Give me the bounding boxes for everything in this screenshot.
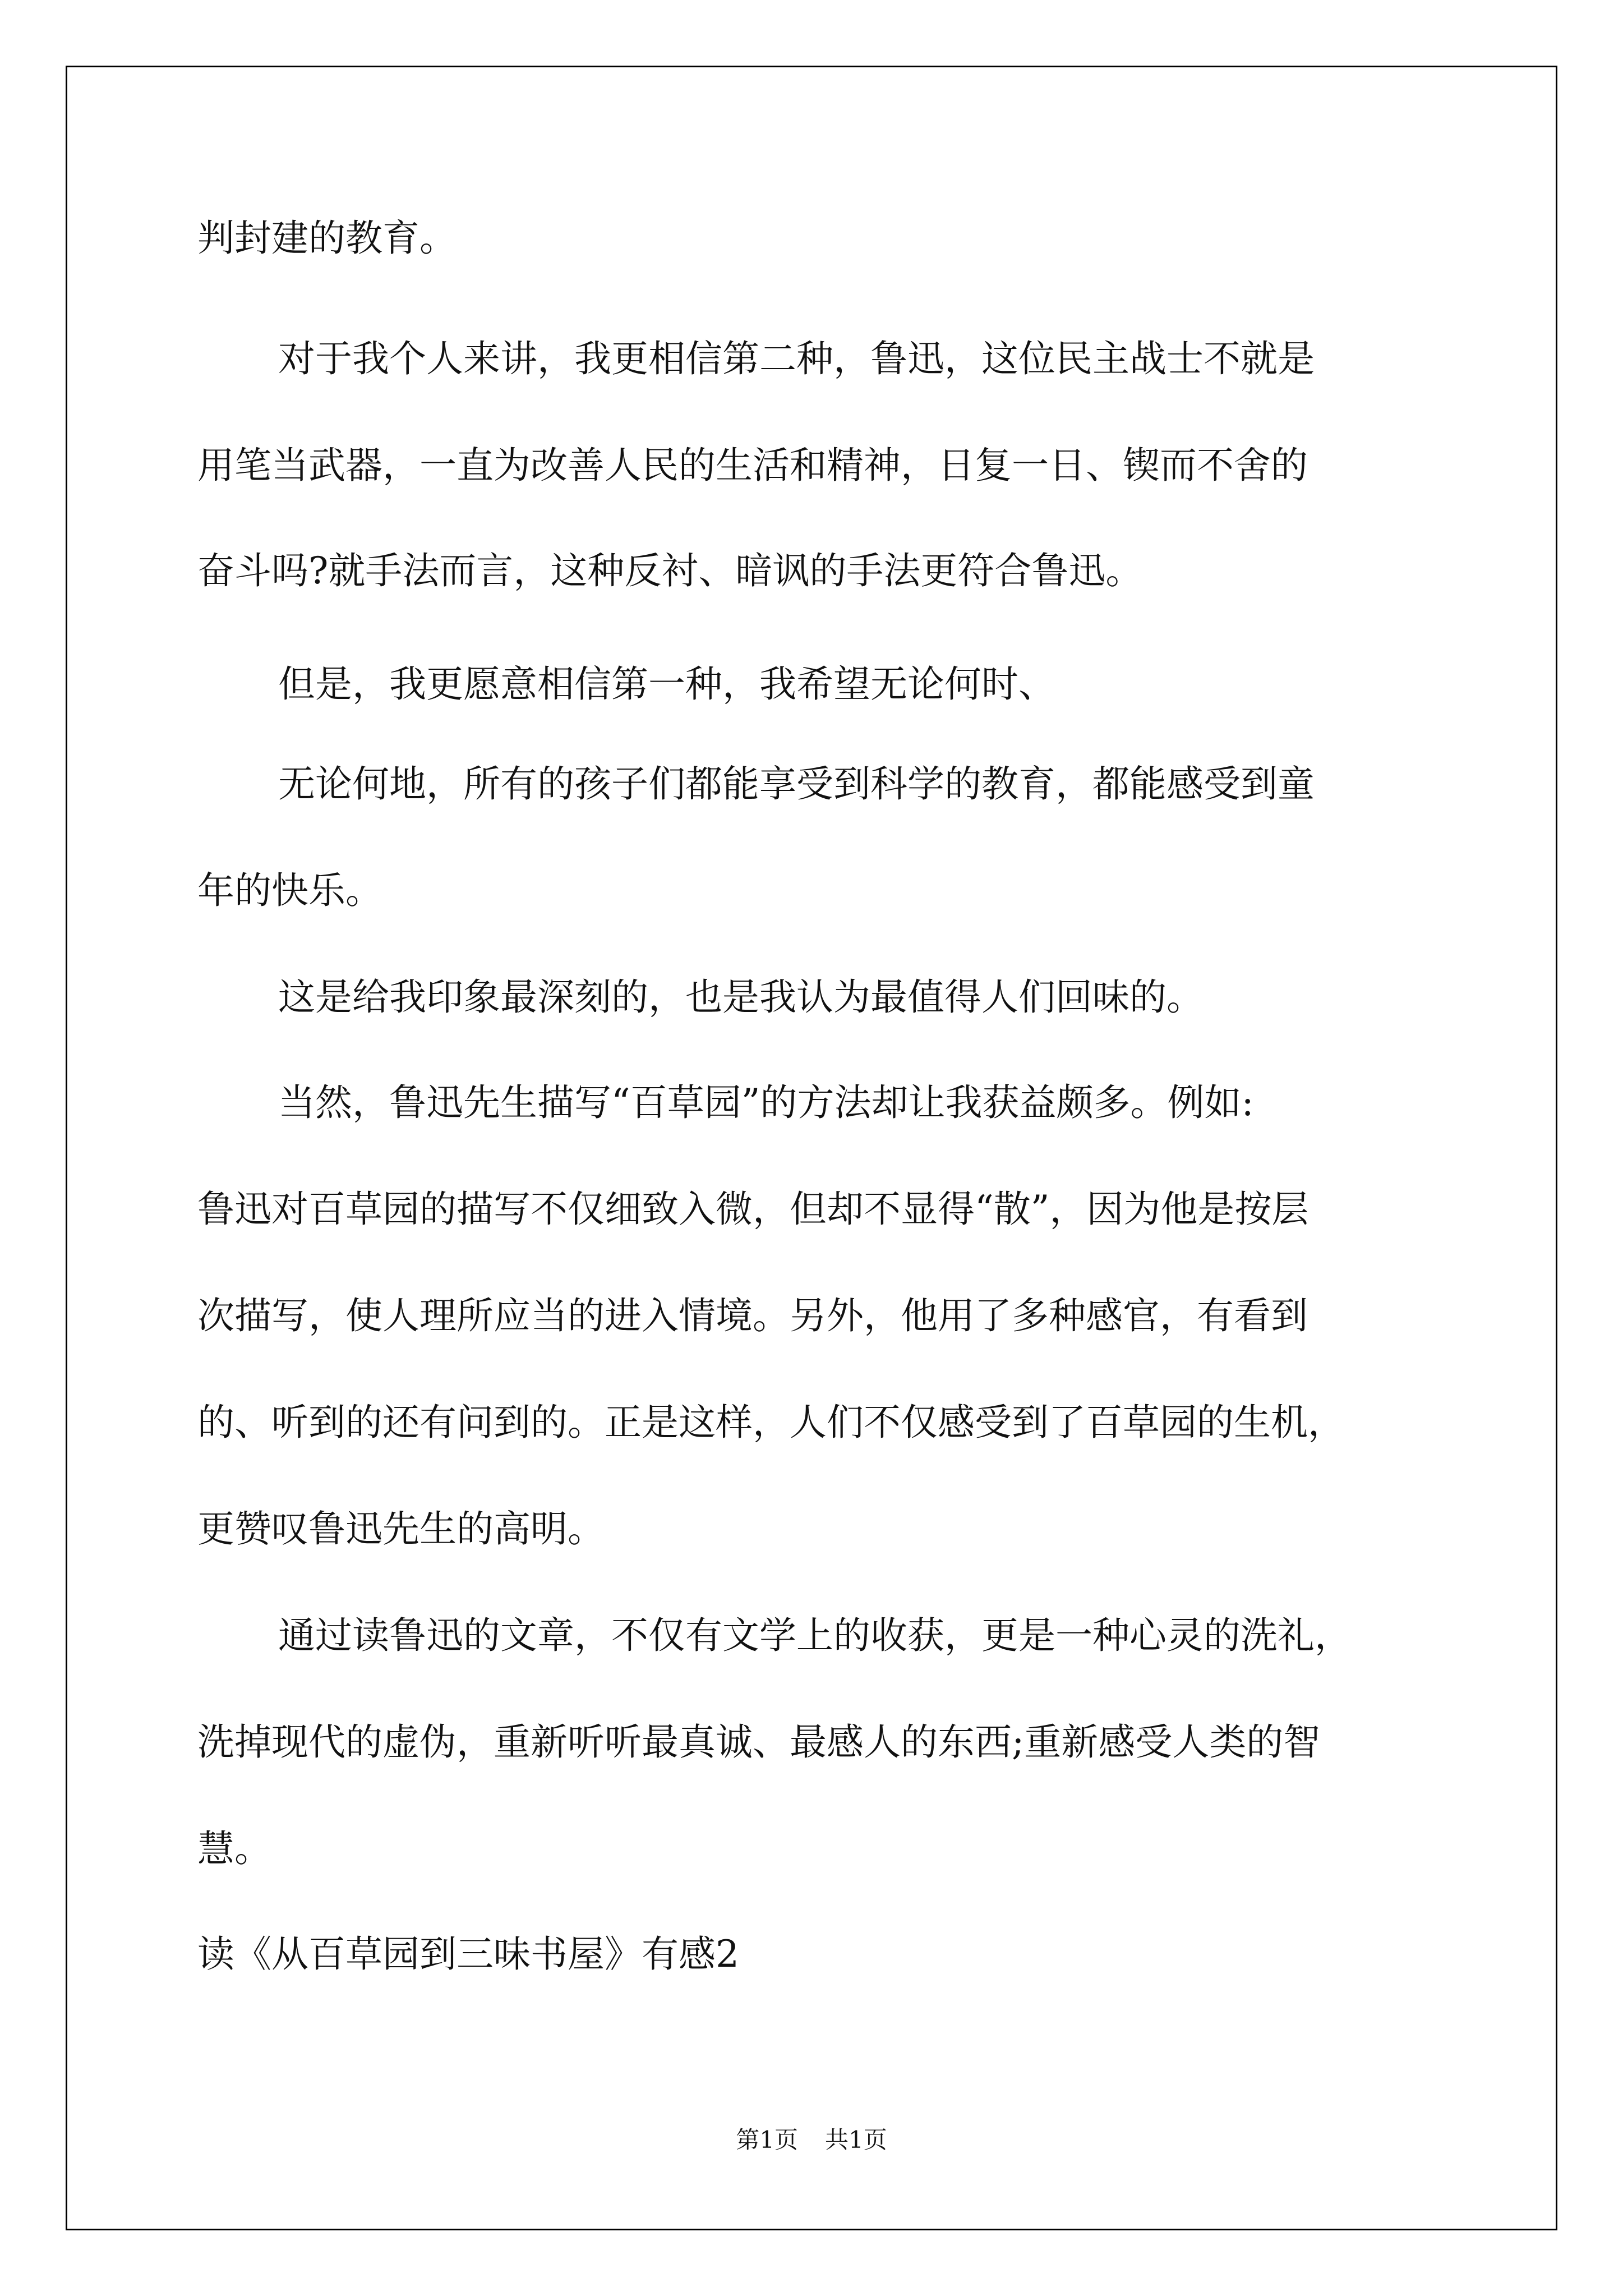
paragraph-line: 次描写，使人理所应当的进入情境。另外，他用了多种感官，有看到: [197, 1294, 1308, 1337]
paragraph-line: 通过读鲁迅的文章，不仅有文学上的收获，更是一种心灵的洗礼，: [278, 1614, 1352, 1657]
paragraph-line: 鲁迅对百草园的描写不仅细致入微，但却不显得“散”，因为他是按层: [197, 1188, 1309, 1231]
paragraph-line: 的、听到的还有问到的。正是这样，人们不仅感受到了百草园的生机，: [197, 1401, 1345, 1444]
page-border: [66, 66, 1557, 2230]
paragraph-line: 这是给我印象最深刻的，也是我认为最值得人们回味的。: [278, 976, 1204, 1019]
paragraph-line: 判封建的教育。: [197, 217, 457, 260]
paragraph-line: 但是，我更愿意相信第一种，我希望无论何时、: [278, 662, 1055, 706]
paragraph-line: 对于我个人来讲，我更相信第二种，鲁迅，这位民主战士不就是: [278, 337, 1315, 380]
paragraph-line: 慧。: [197, 1827, 271, 1870]
paragraph-line: 年的快乐。: [197, 869, 382, 912]
paragraph-line: 用笔当武器，一直为改善人民的生活和精神，日复一日、锲而不舍的: [197, 444, 1308, 487]
paragraph-line: 无论何地，所有的孩子们都能享受到科学的教育，都能感受到童: [278, 762, 1315, 806]
page-number: 第1页: [736, 2126, 798, 2154]
paragraph-line: 当然，鲁迅先生描写“百草园”的方法却让我获益颇多。例如:: [278, 1081, 1254, 1124]
paragraph-line: 奋斗吗?就手法而言，这种反衬、暗讽的手法更符合鲁迅。: [197, 549, 1143, 592]
page-footer: [0, 2126, 1623, 2154]
paragraph-line: 更赞叹鲁迅先生的高明。: [197, 1507, 605, 1550]
section-heading: 读《从百草园到三味书屋》有感2: [197, 1932, 739, 1976]
page-total: 共1页: [825, 2126, 887, 2154]
paragraph-line: 洗掉现代的虚伪，重新听听最真诚、最感人的东西;重新感受人类的智: [197, 1720, 1321, 1764]
